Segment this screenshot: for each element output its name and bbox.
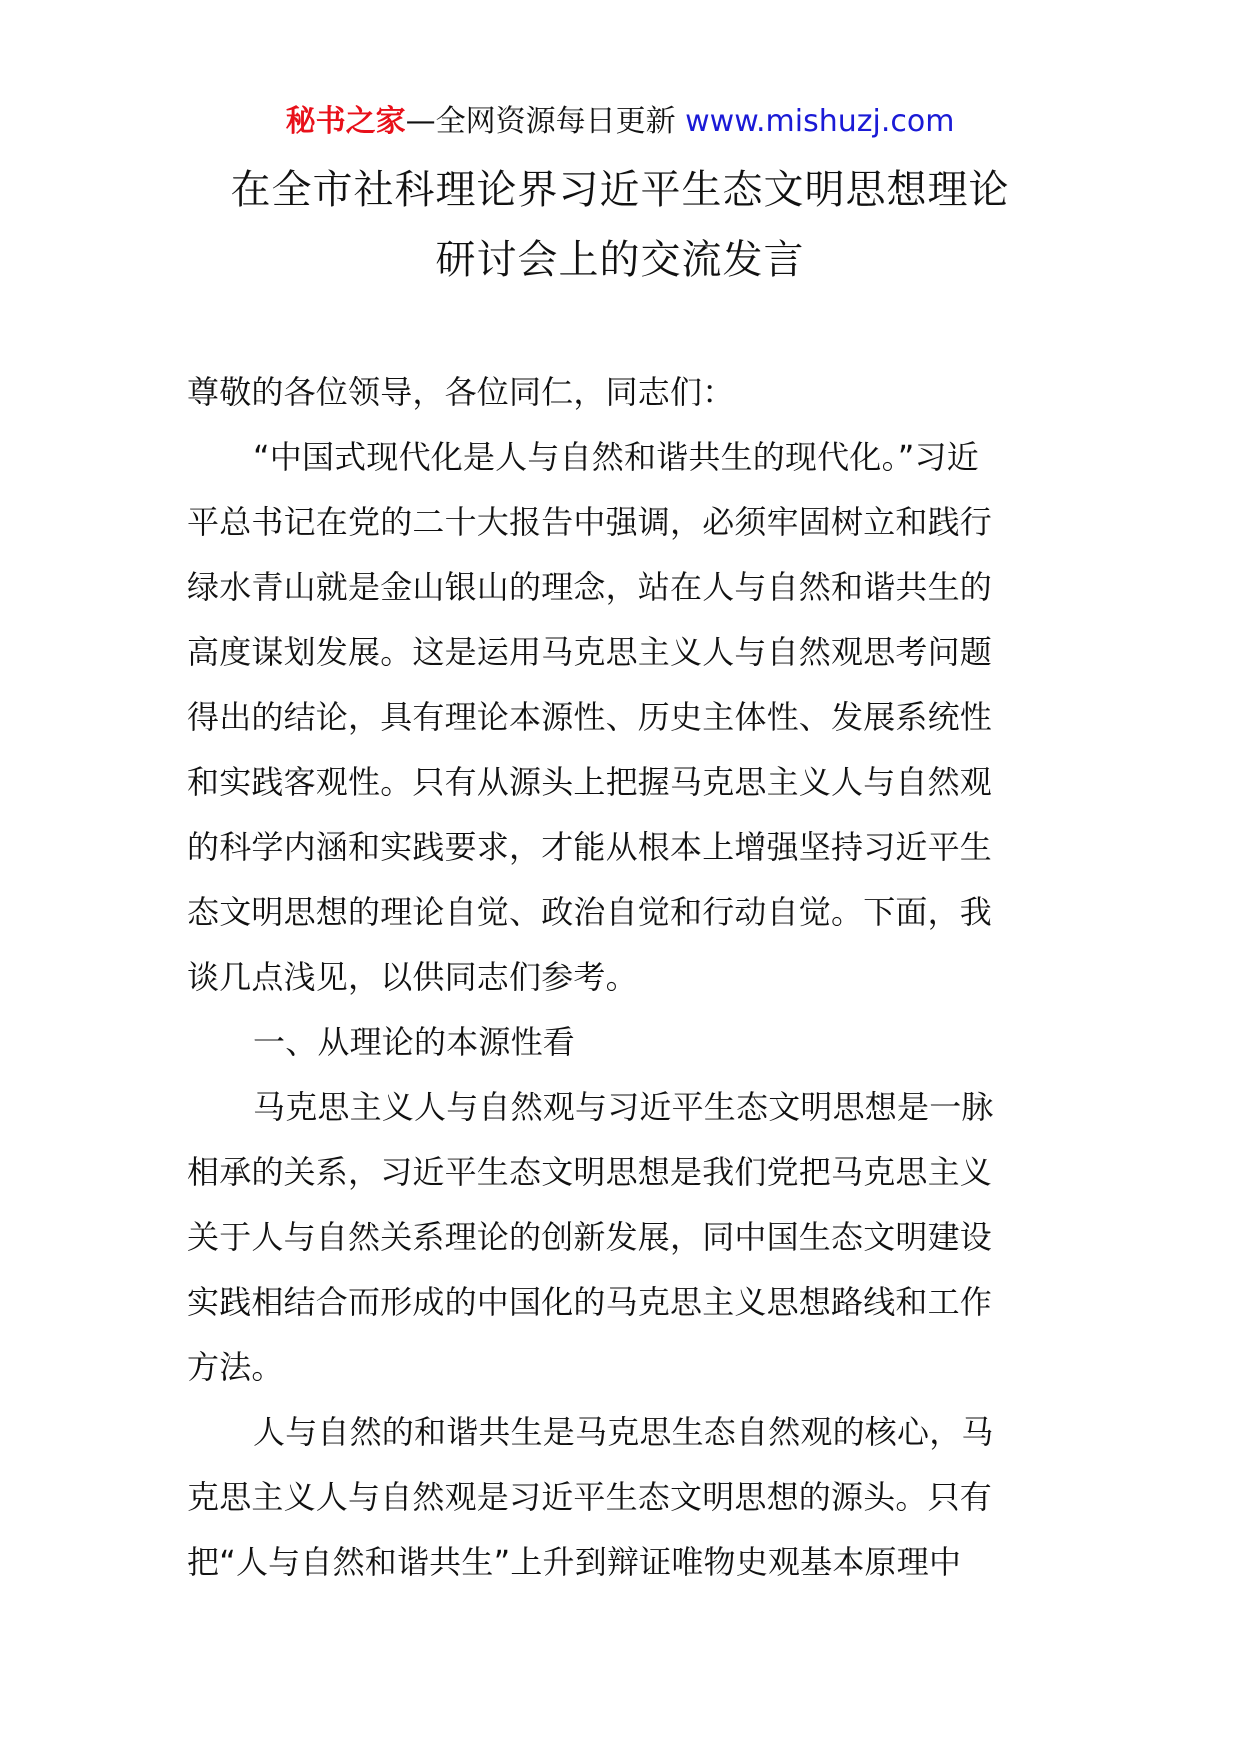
paragraph-line: 人与自然的和谐共生是马克思生态自然观的核心，马 — [253, 1413, 994, 1451]
paragraph-line: 克思主义人与自然观是习近平生态文明思想的源头。只有 — [187, 1478, 993, 1516]
paragraph-line: 绿水青山就是金山银山的理念，站在人与自然和谐共生的 — [187, 568, 993, 606]
paragraph-line: 态文明思想的理论自觉、政治自觉和行动自觉。下面，我 — [187, 893, 993, 931]
section-heading: 一、从理论的本源性看 — [253, 1023, 576, 1061]
salutation: 尊敬的各位领导，各位同仁，同志们： — [187, 373, 735, 411]
document-body — [187, 360, 1059, 1595]
paragraph-line: 谈几点浅见，以供同志们参考。 — [187, 958, 638, 996]
paragraph-line: 相承的关系，习近平生态文明思想是我们党把马克思主义 — [187, 1153, 993, 1191]
document-title-line-2: 研讨会上的交流发言 — [435, 237, 805, 283]
paragraph-line: 关于人与自然关系理论的创新发展，同中国生态文明建设 — [187, 1218, 993, 1256]
paragraph-line: “中国式现代化是人与自然和谐共生的现代化。”习近 — [253, 438, 979, 476]
paragraph-line: 的科学内涵和实践要求，才能从根本上增强坚持习近平生 — [187, 828, 993, 866]
paragraph-line: 平总书记在党的二十大报告中强调，必须牢固树立和践行 — [187, 503, 993, 541]
paragraph-line: 实践相结合而形成的中国化的马克思主义思想路线和工作 — [187, 1283, 993, 1321]
paragraph-line: 高度谋划发展。这是运用马克思主义人与自然观思考问题 — [187, 633, 993, 671]
paragraph-line: 得出的结论，具有理论本源性、历史主体性、发展系统性 — [187, 698, 993, 736]
brand-name: 秘书之家 — [285, 104, 406, 139]
header-tagline: —全网资源每日更新 — [405, 104, 676, 139]
site-url-link[interactable]: www.mishuzj.com — [685, 104, 955, 139]
paragraph-line: 和实践客观性。只有从源头上把握马克思主义人与自然观 — [187, 763, 993, 801]
site-header — [0, 100, 1240, 144]
document-title-line-1: 在全市社科理论界习近平生态文明思想理论 — [230, 167, 1010, 213]
paragraph-line: 方法。 — [187, 1348, 284, 1386]
paragraph-line: 把“人与自然和谐共生”上升到辩证唯物史观基本原理中 — [187, 1543, 962, 1581]
paragraph-line: 马克思主义人与自然观与习近平生态文明思想是一脉 — [253, 1088, 994, 1126]
